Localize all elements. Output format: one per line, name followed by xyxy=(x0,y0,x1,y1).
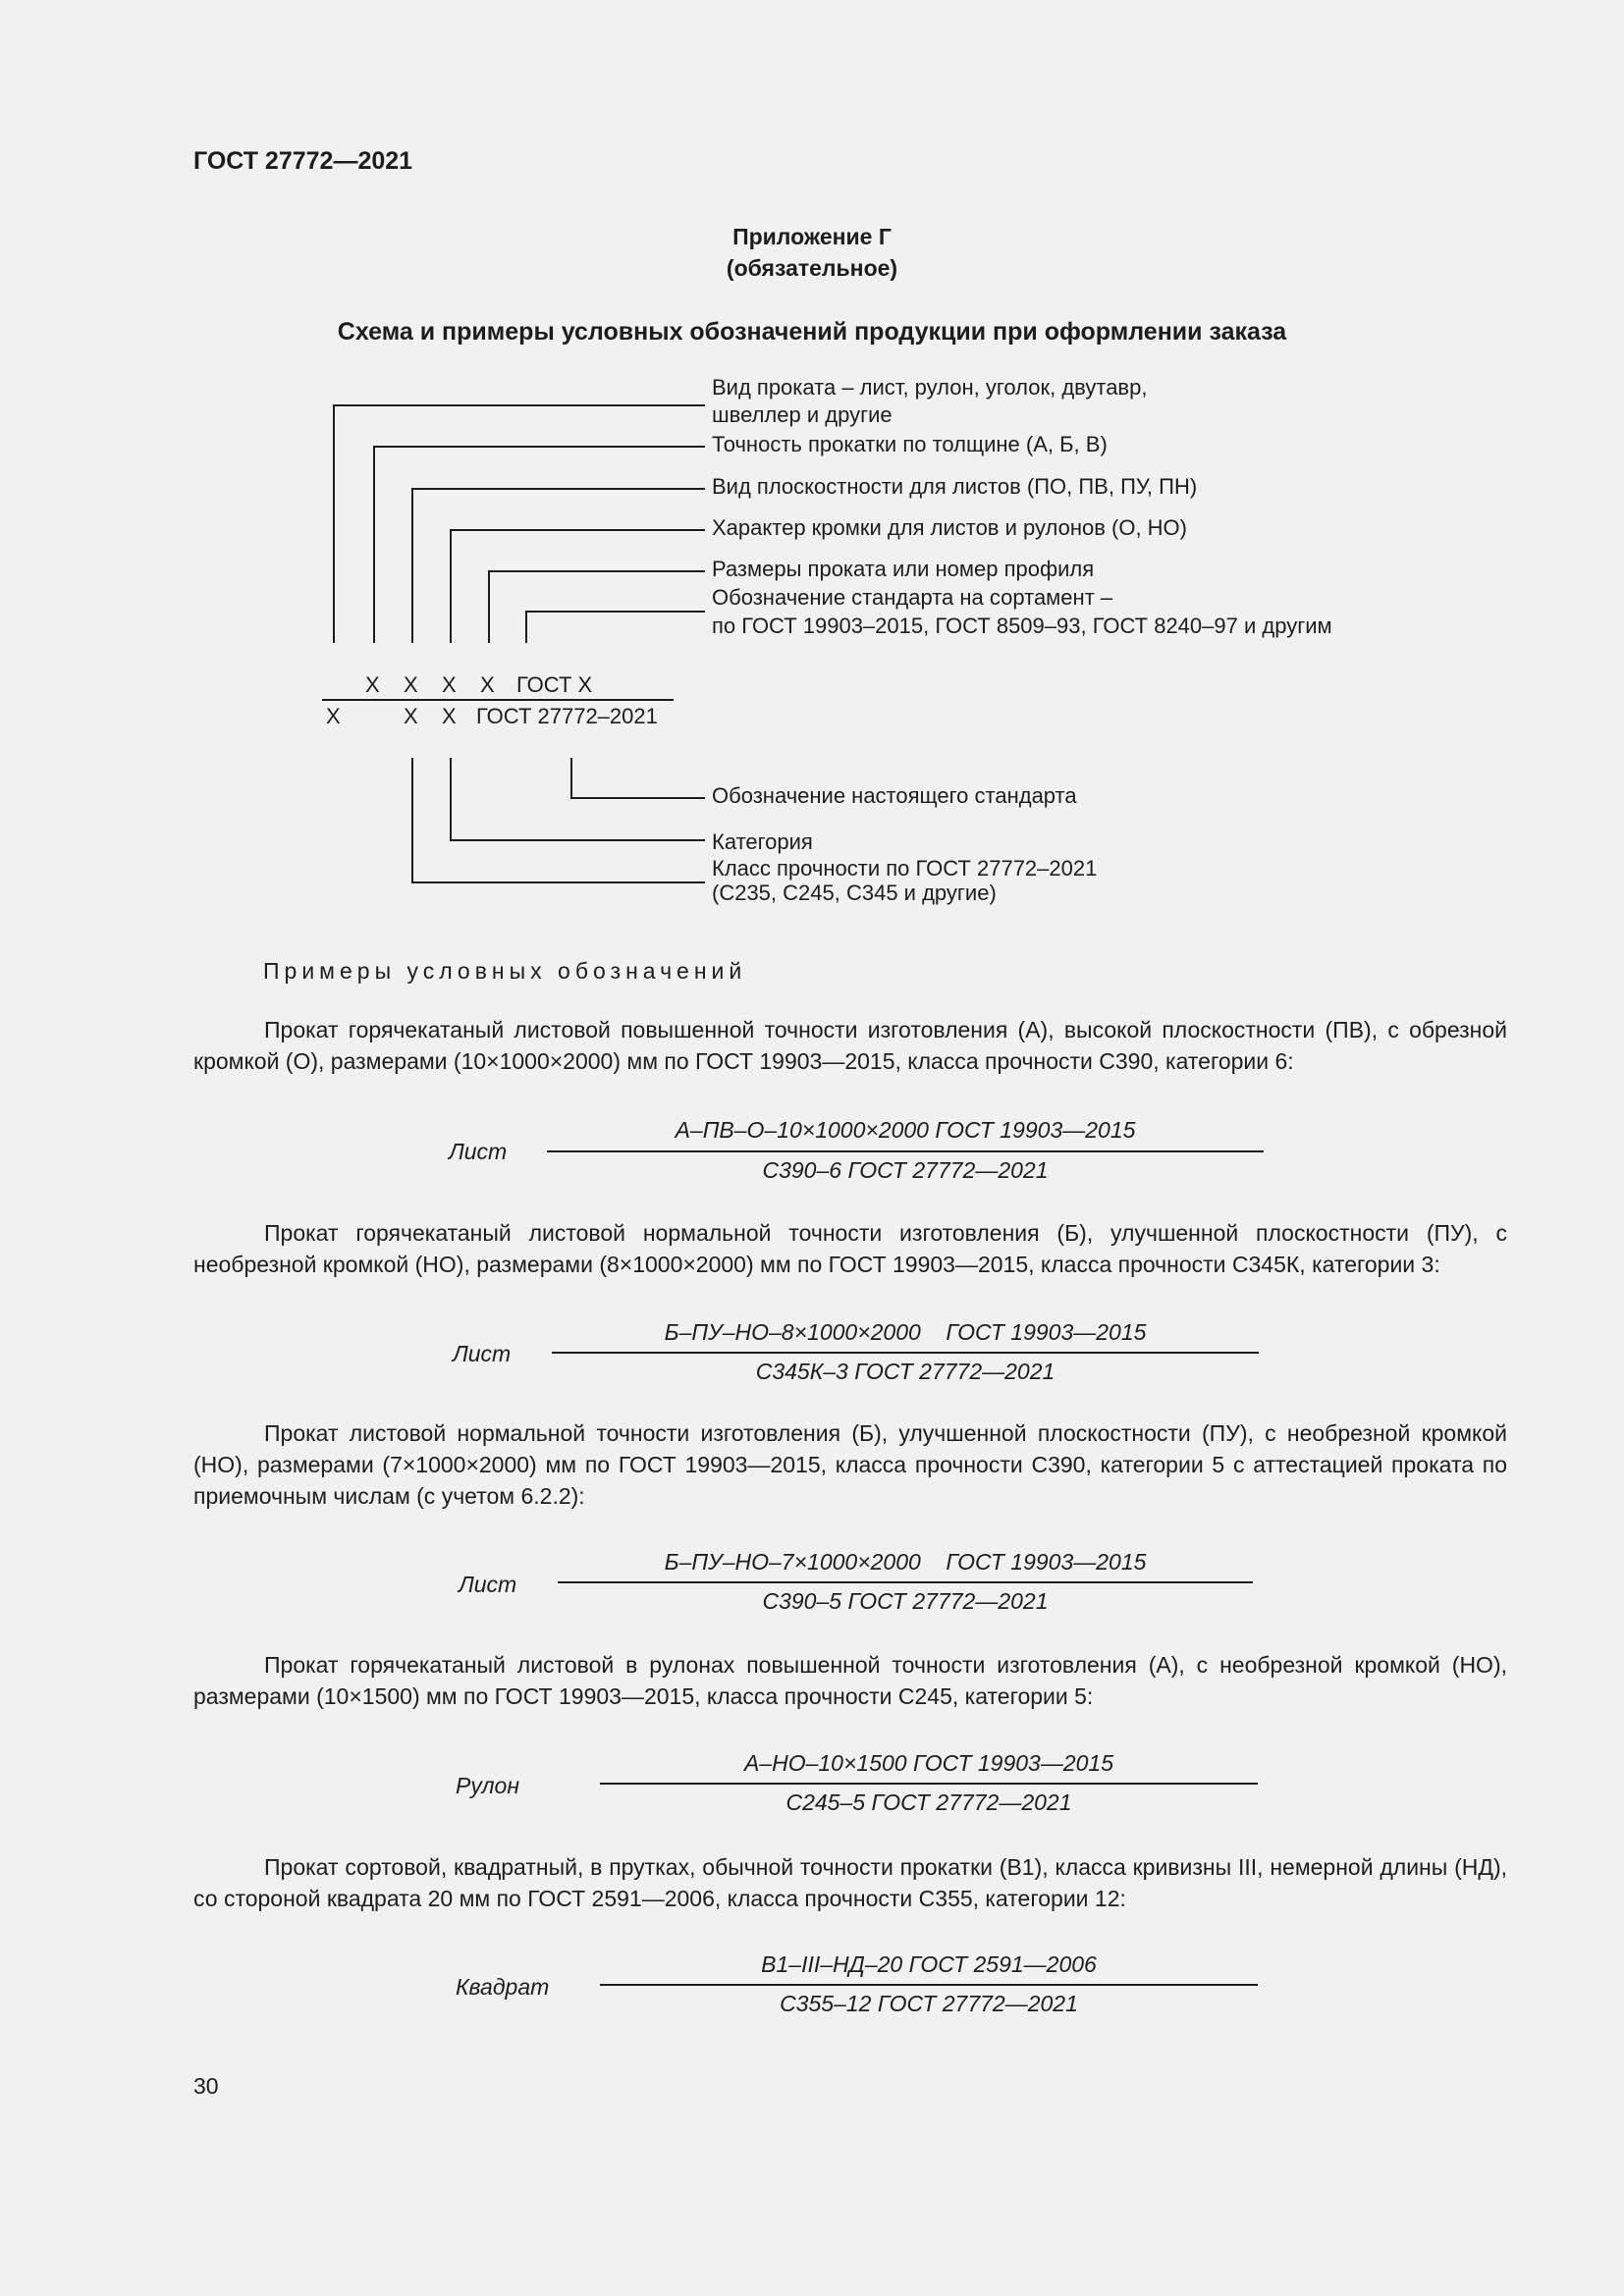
scheme-num-x4: Х xyxy=(480,672,495,697)
connector-line xyxy=(571,758,705,798)
scheme-den-x1: Х xyxy=(404,704,418,728)
connector-line xyxy=(334,405,705,643)
scheme-num-x1: Х xyxy=(365,672,380,697)
connector-line xyxy=(374,447,705,643)
example-numerator: В1–III–НД–20 ГОСТ 2591—2006 xyxy=(761,1951,1097,1977)
label-dimensions: Размеры проката или номер профиля xyxy=(712,557,1095,581)
label-rolled-type-cont: швеллер и другие xyxy=(712,402,893,427)
example-paragraph: Прокат сортовой, квадратный, в прутках, обычной точности прокатки (В1), класса кривизны III, немерной длины (НД), со стороной квадрата 20 мм по ГОСТ 2591—2006, класса прочности С355, категории 12: xyxy=(193,1854,1507,1911)
label-edge: Характер кромки для листов и рулонов (О, НО) xyxy=(712,515,1187,540)
example-denominator: С355–12 ГОСТ 27772—2021 xyxy=(780,1991,1078,2016)
label-strength-class-cont: (С235, С245, С345 и другие) xyxy=(712,881,997,905)
label-thickness-accuracy: Точность прокатки по толщине (А, Б, В) xyxy=(712,432,1108,456)
example-denominator: С390–6 ГОСТ 27772—2021 xyxy=(762,1157,1049,1183)
appendix-title: Приложение Г xyxy=(732,224,892,249)
label-standard: Обозначение стандарта на сортамент – xyxy=(712,585,1113,610)
example-numerator: А–ПВ–О–10×1000×2000 ГОСТ 19903—2015 xyxy=(675,1117,1136,1143)
example-name: Лист xyxy=(453,1341,512,1366)
example-fraction-line xyxy=(558,1581,1253,1583)
appendix-status: (обязательное) xyxy=(726,255,898,281)
label-this-standard: Обозначение настоящего стандарта xyxy=(712,783,1077,808)
scheme-den-x0: Х xyxy=(326,704,341,728)
example-name: Рулон xyxy=(456,1773,520,1798)
connector-line xyxy=(412,758,705,882)
example-paragraph: Прокат горячекатаный листовой повышенной точности изготовления (А), высокой плоскостности (ПВ), с обрезной кромкой (О), размерами (10×1000×2000) мм по ГОСТ 19903—2015, класса прочности С390, категории 6: xyxy=(193,1017,1507,1074)
appendix-heading: Схема и примеры условных обозначений продукции при оформлении заказа xyxy=(337,318,1287,346)
example-fraction-line xyxy=(600,1984,1258,1986)
label-strength-class: Класс прочности по ГОСТ 27772–2021 xyxy=(712,856,1098,881)
scheme-num-x2: Х xyxy=(404,672,418,697)
label-flatness: Вид плоскостности для листов (ПО, ПВ, ПУ, ПН) xyxy=(712,474,1198,499)
example-name: Квадрат xyxy=(456,1974,550,2000)
example-fraction-line xyxy=(552,1352,1259,1354)
examples-heading: Примеры условных обозначений xyxy=(263,958,747,984)
example-name: Лист xyxy=(449,1139,508,1164)
example-fraction-line xyxy=(600,1783,1258,1785)
example-numerator: А–НО–10×1500 ГОСТ 19903—2015 xyxy=(743,1750,1114,1776)
scheme-den-x2: Х xyxy=(442,704,457,728)
scheme-den-std: ГОСТ 27772–2021 xyxy=(476,704,658,728)
connector-line xyxy=(412,489,705,643)
example-fraction-line xyxy=(547,1150,1264,1152)
scheme-num-std: ГОСТ Х xyxy=(516,672,593,697)
example-paragraph: Прокат горячекатаный листовой нормальной точности изготовления (Б), улучшенной плоскостности (ПУ), с необрезной кромкой (НО), размерами (8×1000×2000) мм по ГОСТ 19903—2015, класса прочности С345К, категории 3: xyxy=(193,1220,1507,1277)
example-paragraph: Прокат листовой нормальной точности изготовления (Б), улучшенной плоскостности (ПУ), с необрезной кромкой (НО), размерами (7×1000×2000) мм по ГОСТ 19903—2015, класса прочности С390, категории 5 с аттестацией проката по приемочным числам (с учетом 6.2.2): xyxy=(193,1420,1507,1509)
connector-line xyxy=(526,612,705,643)
label-rolled-type: Вид проката – лист, рулон, уголок, двутавр, xyxy=(712,375,1148,400)
scheme-num-x3: Х xyxy=(442,672,457,697)
label-standard-cont: по ГОСТ 19903–2015, ГОСТ 8509–93, ГОСТ 8240–97 и другим xyxy=(712,614,1332,638)
example-numerator: Б–ПУ–НО–7×1000×2000 ГОСТ 19903—2015 xyxy=(664,1549,1147,1575)
example-denominator: С245–5 ГОСТ 27772—2021 xyxy=(785,1789,1072,1815)
example-name: Лист xyxy=(459,1572,517,1597)
example-numerator: Б–ПУ–НО–8×1000×2000 ГОСТ 19903—2015 xyxy=(664,1319,1147,1345)
page-number: 30 xyxy=(193,2073,219,2099)
connector-line xyxy=(489,571,705,643)
example-paragraph: Прокат горячекатаный листовой в рулонах повышенной точности изготовления (А), с необрезной кромкой (НО), размерами (10×1500) мм по ГОСТ 19903—2015, класса прочности С245, категории 5: xyxy=(193,1652,1507,1709)
label-category: Категория xyxy=(712,829,813,854)
example-denominator: С345К–3 ГОСТ 27772—2021 xyxy=(755,1359,1056,1384)
example-denominator: С390–5 ГОСТ 27772—2021 xyxy=(762,1588,1049,1614)
document-code: ГОСТ 27772—2021 xyxy=(193,147,413,175)
